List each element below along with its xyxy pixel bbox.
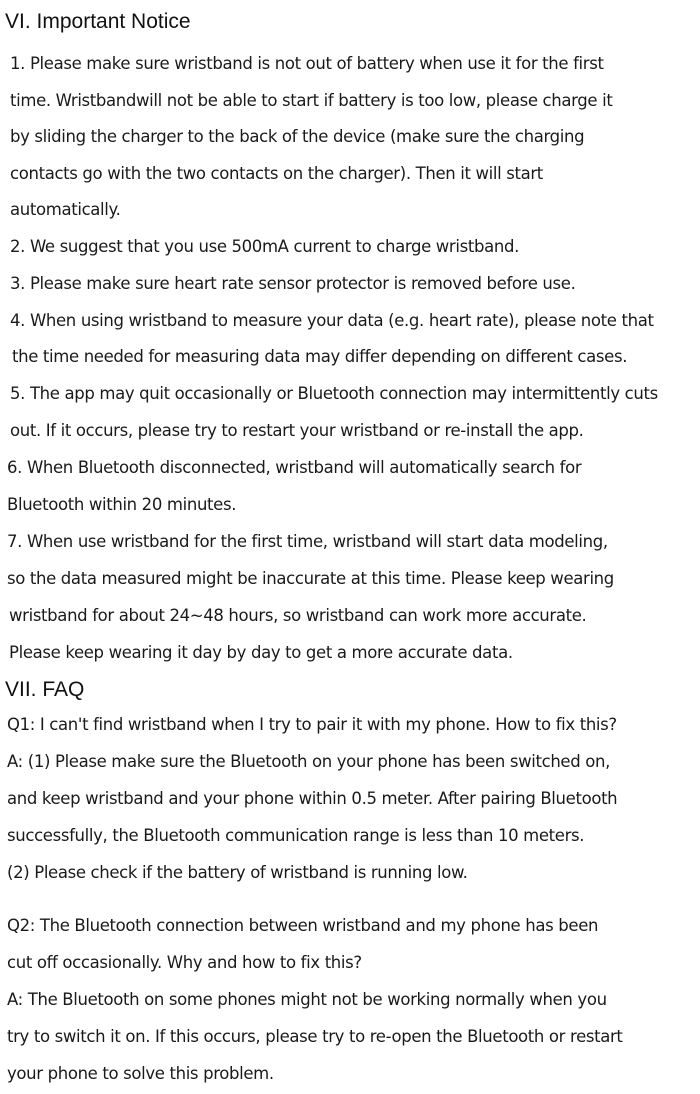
faq-answer-line: (2) Please check if the battery of wristband is running low.	[7, 863, 468, 882]
notice-4-line: 4. When using wristband to measure your data (e.g. heart rate), please note that	[10, 311, 654, 330]
faq-question-line: cut off occasionally. Why and how to fix this?	[7, 953, 362, 972]
notice-5-line: 5. The app may quit occasionally or Bluetooth connection may intermittently cuts	[10, 384, 658, 403]
faq-answer-line: your phone to solve this problem.	[7, 1064, 274, 1083]
faq-answer-line: successfully, the Bluetooth communication range is less than 10 meters.	[7, 826, 585, 845]
notice-3: 3. Please make sure heart rate sensor protector is removed before use.	[10, 274, 576, 293]
section-heading-important-notice: VI. Important Notice	[5, 10, 191, 33]
faq-answer-line: A: The Bluetooth on some phones might not be working normally when you	[7, 990, 607, 1009]
notice-1-line: automatically.	[10, 200, 121, 219]
notice-6-line: Bluetooth within 20 minutes.	[7, 495, 237, 514]
notice-4-line: the time needed for measuring data may differ depending on different cases.	[12, 347, 628, 366]
notice-6-line: 6. When Bluetooth disconnected, wristband will automatically search for	[7, 458, 582, 477]
notice-2: 2. We suggest that you use 500mA current to charge wristband.	[10, 237, 519, 256]
notice-1-line: contacts go with the two contacts on the charger). Then it will start	[10, 164, 543, 183]
faq-question-line: Q2: The Bluetooth connection between wristband and my phone has been	[7, 916, 599, 935]
notice-7-line: 7. When use wristband for the first time, wristband will start data modeling,	[7, 532, 608, 551]
faq-answer-line: try to switch it on. If this occurs, please try to re-open the Bluetooth or restart	[7, 1027, 623, 1046]
faq-answer-line: A: (1) Please make sure the Bluetooth on your phone has been switched on,	[7, 752, 610, 771]
section-heading-faq: VII. FAQ	[5, 678, 85, 701]
notice-1-line: by sliding the charger to the back of the device (make sure the charging	[10, 127, 585, 146]
notice-1-line: 1. Please make sure wristband is not out of battery when use it for the first	[10, 54, 604, 73]
notice-7-line: wristband for about 24~48 hours, so wristband can work more accurate.	[9, 606, 587, 625]
notice-7-line: Please keep wearing it day by day to get a more accurate data.	[9, 643, 513, 662]
notice-7-line: so the data measured might be inaccurate at this time. Please keep wearing	[7, 569, 614, 588]
notice-5-line: out. If it occurs, please try to restart your wristband or re-install the app.	[10, 421, 584, 440]
faq-answer-line: and keep wristband and your phone within 0.5 meter. After pairing Bluetooth	[7, 789, 618, 808]
faq-question: Q1: I can't find wristband when I try to pair it with my phone. How to fix this?	[7, 715, 617, 734]
notice-1-line: time. Wristbandwill not be able to start if battery is too low, please charge it	[10, 91, 613, 110]
